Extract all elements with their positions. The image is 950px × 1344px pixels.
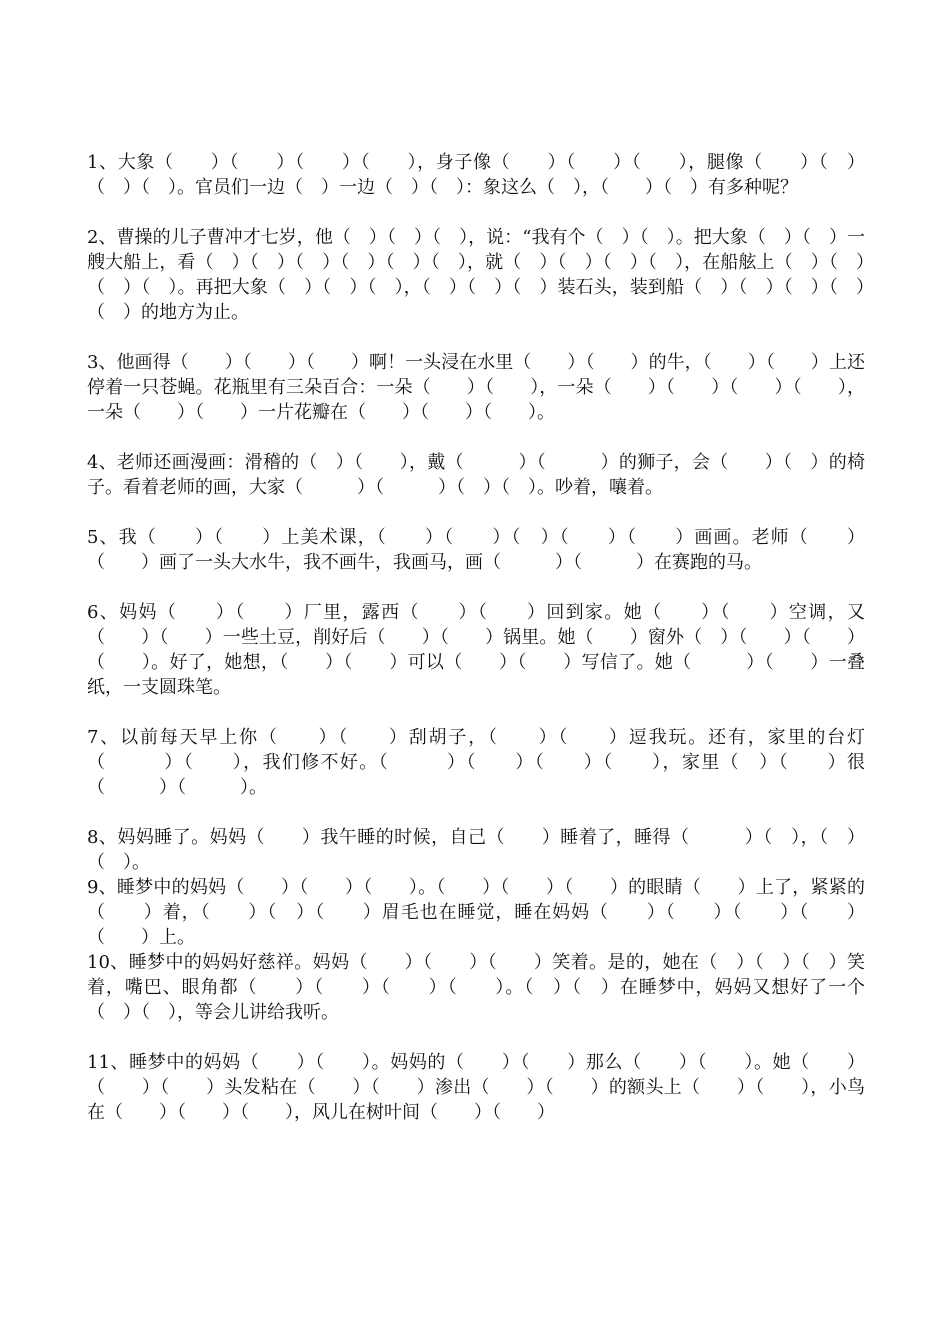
paragraph-gap [87, 425, 865, 450]
paragraph-gap [87, 575, 865, 600]
paragraph-gap [87, 325, 865, 350]
question-10: 10、睡梦中的妈妈好慈祥。妈妈（ ）（ ）（ ）笑着。是的，她在（ ）（ ）（ ）笑着，嘴巴、眼角都（ ）（ ）（ ）（ ）。（ ）（ ）在睡梦中，妈妈又想好了一个（ ）（ ），等会儿讲给我听。 [87, 952, 865, 1023]
paragraph-gap [87, 200, 865, 225]
paragraph-gap [87, 800, 865, 825]
worksheet-content [87, 150, 865, 1125]
question-11: 11、睡梦中的妈妈（ ）（ ）。妈妈的（ ）（ ）那么（ ）（ ）。她（ ）（ ）（ ）头发粘在（ ）（ ）渗出（ ）（ ）的额头上（ ）（ ），小鸟在（ ）（ ）（ ），风儿在树叶间（ ）（ ） [87, 1052, 865, 1123]
question-5: 5、我（ ）（ ）上美术课，（ ）（ ）（ ）（ ）（ ）画画。老师（ ）（ ）画了一头大水牛，我不画牛，我画马，画（ ）（ ）在赛跑的马。 [87, 527, 865, 573]
question-2: 2、曹操的儿子曹冲才七岁，他（ ）（ ）（ ），说：“我有个（ ）（ ）。把大象（ ）（ ）一艘大船上，看（ ）（ ）（ ）（ ）（ ）（ ），就（ ）（ ）（ ）（ ），在船舷上（ ）（ ）（ ）（ ）。再把大象（ ）（ ）（ ），（ ）（ ）（ ）装石头，装到船（ ）（ ）（ ）（ ）（ ）的地方为止。 [87, 227, 865, 323]
paragraph-gap [87, 700, 865, 725]
question-7: 7、以前每天早上你（ ）（ ）刮胡子，（ ）（ ）逗我玩。还有，家里的台灯（ ）（ ），我们修不好。（ ）（ ）（ ）（ ），家里（ ）（ ）很（ ）（ ）。 [87, 727, 865, 798]
question-1: 1、大象（ ）（ ）（ ）（ ），身子像（ ）（ ）（ ），腿像（ ）（ ）（ ）（ ）。官员们一边（ ）一边（ ）（ ）：象这么（ ），（ ）（ ）有多种呢？ [87, 152, 865, 198]
question-9: 9、睡梦中的妈妈（ ）（ ）（ ）。（ ）（ ）（ ）的眼睛（ ）上了，紧紧的（ ）着，（ ）（ ）（ ）眉毛也在睡觉，睡在妈妈（ ）（ ）（ ）（ ）（ ）上。 [87, 877, 865, 948]
question-8: 8、妈妈睡了。妈妈（ ）我午睡的时候，自己（ ）睡着了，睡得（ ）（ ），（ ）（ ）。 [87, 827, 865, 873]
paragraph-gap [87, 500, 865, 525]
question-4: 4、老师还画漫画：滑稽的（ ）（ ），戴（ ）（ ）的狮子，会（ ）（ ）的椅子。看着老师的画，大家（ ）（ ）（ ）（ ）。吵着，嚷着。 [87, 452, 865, 498]
question-6: 6、妈妈（ ）（ ）厂里，露西（ ）（ ）回到家。她（ ）（ ）空调，又（ ）（ ）一些土豆，削好后（ ）（ ）锅里。她（ ）窗外（ ）（ ）（ ）（ ）。好了，她想，（ ）（ ）可以（ ）（ ）写信了。她（ ）（ ）一叠纸，一支圆珠笔。 [87, 602, 865, 698]
paragraph-gap [87, 1025, 865, 1050]
question-3: 3、他画得（ ）（ ）（ ）啊！一头浸在水里（ ）（ ）的牛，（ ）（ ）上还停着一只苍蝇。花瓶里有三朵百合：一朵（ ）（ ），一朵（ ）（ ）（ ）（ ），一朵（ ）（ ）一片花瓣在（ ）（ ）（ ）。 [87, 352, 865, 423]
